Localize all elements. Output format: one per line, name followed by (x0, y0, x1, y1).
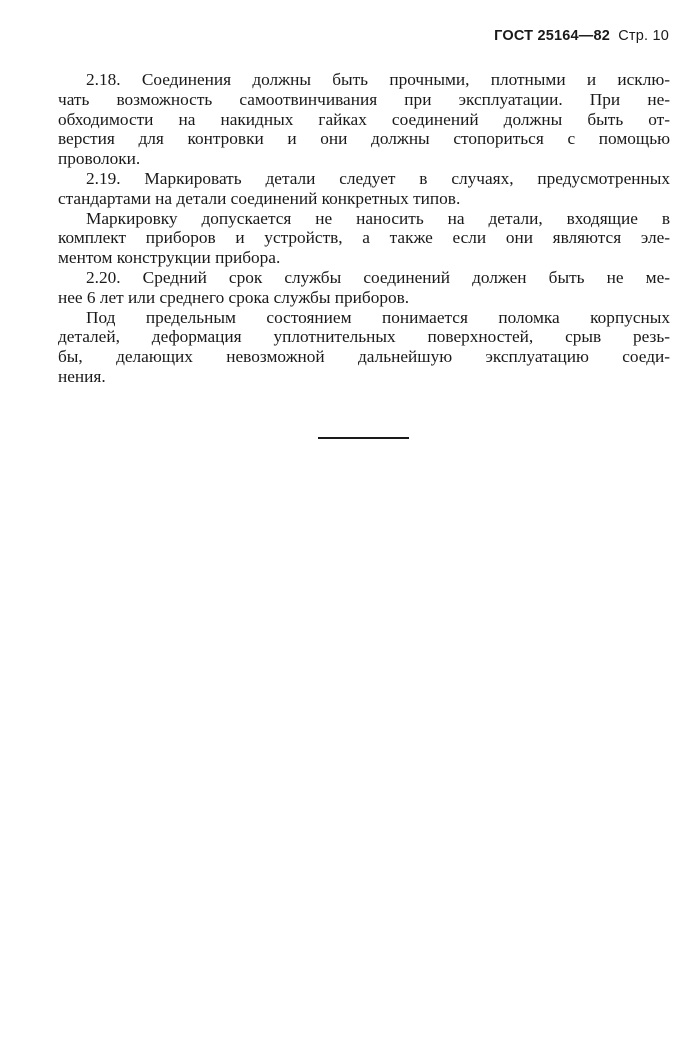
text-line: комплект приборов и устройств, а также если они являются эле- (58, 228, 670, 248)
text-line: 2.19. Маркировать детали следует в случаях, предусмотренных (86, 168, 670, 188)
paragraph-2-19 (58, 169, 670, 209)
text-line: Маркировку допускается не наносить на детали, входящие в (86, 208, 670, 228)
text-line: нения. (58, 366, 106, 386)
paragraph-marking (58, 209, 670, 268)
document-body (58, 70, 670, 387)
text-line: обходимости на накидных гайках соединений должны быть от- (58, 109, 670, 129)
paragraph-2-18 (58, 70, 670, 169)
text-line: Под предельным состоянием понимается поломка корпусных (86, 307, 670, 327)
text-line: верстия для контровки и они должны стопориться с помощью (58, 129, 670, 149)
text-line: ментом конструкции прибора. (58, 248, 281, 268)
paragraph-2-20 (58, 268, 670, 308)
page-header (494, 28, 669, 44)
text-line: проволоки. (58, 149, 141, 169)
page-number: Стр. 10 (618, 28, 669, 44)
paragraph-limit-state (58, 308, 670, 387)
text-line: деталей, деформация уплотнительных поверхностей, срыв резь- (58, 327, 670, 347)
text-line: чать возможность самоотвинчивания при эксплуатации. При не- (58, 89, 670, 109)
text-line: 2.20. Средний срок службы соединений должен быть не ме- (86, 267, 670, 287)
end-divider (318, 437, 409, 439)
text-line: 2.18. Соединения должны быть прочными, плотными и исклю- (86, 70, 670, 89)
standard-number: ГОСТ 25164—82 (494, 28, 610, 44)
text-line: нее 6 лет или среднего срока службы приборов. (58, 287, 410, 307)
text-line: стандартами на детали соединений конкретных типов. (58, 188, 461, 208)
text-line: бы, делающих невозможной дальнейшую эксплуатацию соеди- (58, 347, 670, 367)
